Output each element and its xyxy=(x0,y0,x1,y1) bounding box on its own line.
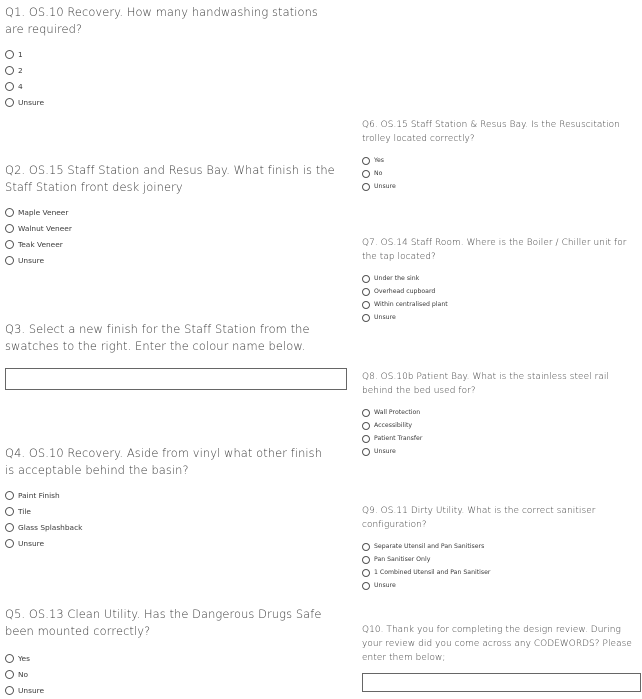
radio-button[interactable] xyxy=(5,256,14,265)
option-label: Unsure xyxy=(374,582,396,589)
option-label: Tile xyxy=(18,506,31,516)
q1-option-2[interactable] xyxy=(5,62,335,78)
option-label: Glass Splashback xyxy=(18,522,83,532)
q6-option-no[interactable] xyxy=(362,167,640,180)
option-label: Unsure xyxy=(18,255,45,265)
option-label: 1 Combined Utensil and Pan Sanitiser xyxy=(374,569,491,576)
q2-option-teak-veneer[interactable] xyxy=(5,236,335,252)
q8-option-accessibility[interactable] xyxy=(362,419,640,432)
q6-option-unsure[interactable] xyxy=(362,180,640,193)
radio-button[interactable] xyxy=(5,66,14,75)
option-label: No xyxy=(18,669,29,679)
question-2 xyxy=(5,162,335,268)
question-10 xyxy=(362,623,640,665)
option-label: Yes xyxy=(374,157,384,164)
question-6 xyxy=(362,118,640,193)
q4-option-tile[interactable] xyxy=(5,503,335,519)
q9-option-combined-sanitiser[interactable] xyxy=(362,566,640,579)
radio-button[interactable] xyxy=(5,208,14,217)
option-label: Patient Transfer xyxy=(374,435,423,442)
q2-option-maple-veneer[interactable] xyxy=(5,204,335,220)
codewords-input[interactable] xyxy=(362,673,641,692)
question-3 xyxy=(5,321,350,355)
option-label: Within centralised plant xyxy=(374,301,448,308)
radio-button[interactable] xyxy=(362,301,370,309)
option-label: 2 xyxy=(18,65,23,75)
radio-button[interactable] xyxy=(362,569,370,577)
radio-button[interactable] xyxy=(5,670,14,679)
q7-option-centralised-plant[interactable] xyxy=(362,298,640,311)
option-label: Teak Veneer xyxy=(18,239,63,249)
q4-option-unsure[interactable] xyxy=(5,535,335,551)
question-9-title: Q9. OS.11 Dirty Utility. What is the correct sanitiser configuration? xyxy=(362,506,596,530)
question-7 xyxy=(362,236,640,324)
q5-option-no[interactable] xyxy=(5,666,335,682)
q8-option-wall-protection[interactable] xyxy=(362,406,640,419)
q7-option-under-sink[interactable] xyxy=(362,272,640,285)
question-4-title: Q4. OS.10 Recovery. Aside from vinyl what other finish is acceptable behind the basin? xyxy=(5,446,323,477)
option-label: 1 xyxy=(18,49,23,59)
option-label: Unsure xyxy=(18,97,45,107)
question-8 xyxy=(362,370,640,458)
option-label: 4 xyxy=(18,81,23,91)
q8-option-unsure[interactable] xyxy=(362,445,640,458)
q2-option-walnut-veneer[interactable] xyxy=(5,220,335,236)
q2-option-unsure[interactable] xyxy=(5,252,335,268)
option-label: Unsure xyxy=(374,183,396,190)
radio-button[interactable] xyxy=(362,409,370,417)
radio-button[interactable] xyxy=(5,82,14,91)
option-label: No xyxy=(374,170,383,177)
option-label: Under the sink xyxy=(374,275,420,282)
option-label: Overhead cupboard xyxy=(374,288,436,295)
radio-button[interactable] xyxy=(362,435,370,443)
radio-button[interactable] xyxy=(5,98,14,107)
question-5-title: Q5. OS.13 Clean Utility. Has the Dangerous Drugs Safe been mounted correctly? xyxy=(5,607,322,638)
radio-button[interactable] xyxy=(5,491,14,500)
option-label: Unsure xyxy=(18,685,45,695)
q7-option-unsure[interactable] xyxy=(362,311,640,324)
colour-name-input[interactable] xyxy=(5,368,347,390)
option-label: Wall Protection xyxy=(374,409,421,416)
option-label: Unsure xyxy=(18,538,45,548)
q1-option-unsure[interactable] xyxy=(5,94,335,110)
radio-button[interactable] xyxy=(5,50,14,59)
q9-option-unsure[interactable] xyxy=(362,579,640,592)
question-7-title: Q7. OS.14 Staff Room. Where is the Boiler / Chiller unit for the tap located? xyxy=(362,238,627,262)
q5-option-unsure[interactable] xyxy=(5,682,335,698)
option-label: Paint Finish xyxy=(18,490,60,500)
radio-button[interactable] xyxy=(362,170,370,178)
question-9 xyxy=(362,504,640,592)
option-label: Yes xyxy=(18,653,30,663)
question-10-title: Q10. Thank you for completing the design review. During your review did you come across any CODEWORDS? Please enter them below; xyxy=(362,625,632,663)
radio-button[interactable] xyxy=(362,422,370,430)
question-3-title: Q3. Select a new finish for the Staff Station from the swatches to the right. Enter the colour name below. xyxy=(5,322,310,353)
radio-button[interactable] xyxy=(362,314,370,322)
q4-option-paint-finish[interactable] xyxy=(5,487,335,503)
q9-option-separate-sanitisers[interactable] xyxy=(362,540,640,553)
option-label: Pan Sanitiser Only xyxy=(374,556,431,563)
radio-button[interactable] xyxy=(5,523,14,532)
radio-button[interactable] xyxy=(5,507,14,516)
option-label: Walnut Veneer xyxy=(18,223,72,233)
question-1 xyxy=(5,4,335,110)
radio-button[interactable] xyxy=(362,582,370,590)
q9-option-pan-sanitiser-only[interactable] xyxy=(362,553,640,566)
radio-button[interactable] xyxy=(362,275,370,283)
radio-button[interactable] xyxy=(362,556,370,564)
option-label: Separate Utensil and Pan Sanitisers xyxy=(374,543,485,550)
question-1-title: Q1. OS.10 Recovery. How many handwashing stations are required? xyxy=(5,5,318,36)
question-4 xyxy=(5,445,335,551)
option-label: Maple Veneer xyxy=(18,207,69,217)
question-2-title: Q2. OS.15 Staff Station and Resus Bay. What finish is the Staff Station front desk joinery xyxy=(5,163,335,194)
radio-button[interactable] xyxy=(362,157,370,165)
radio-button[interactable] xyxy=(362,288,370,296)
q6-option-yes[interactable] xyxy=(362,154,640,167)
radio-button[interactable] xyxy=(5,654,14,663)
question-5 xyxy=(5,606,335,698)
q1-option-4[interactable] xyxy=(5,78,335,94)
radio-button[interactable] xyxy=(362,183,370,191)
q7-option-overhead-cupboard[interactable] xyxy=(362,285,640,298)
option-label: Unsure xyxy=(374,314,396,321)
q8-option-patient-transfer[interactable] xyxy=(362,432,640,445)
q5-option-yes[interactable] xyxy=(5,650,335,666)
q1-option-1[interactable] xyxy=(5,46,335,62)
option-label: Accessibility xyxy=(374,422,413,429)
q4-option-glass-splashback[interactable] xyxy=(5,519,335,535)
question-6-title: Q6. OS.15 Staff Station & Resus Bay. Is the Resuscitation trolley located correctly? xyxy=(362,120,620,144)
radio-button[interactable] xyxy=(362,543,370,551)
radio-button[interactable] xyxy=(362,448,370,456)
radio-button[interactable] xyxy=(5,224,14,233)
radio-button[interactable] xyxy=(5,240,14,249)
radio-button[interactable] xyxy=(5,686,14,695)
question-8-title: Q8. OS.10b Patient Bay. What is the stainless steel rail behind the bed used for? xyxy=(362,372,610,396)
option-label: Unsure xyxy=(374,448,396,455)
radio-button[interactable] xyxy=(5,539,14,548)
